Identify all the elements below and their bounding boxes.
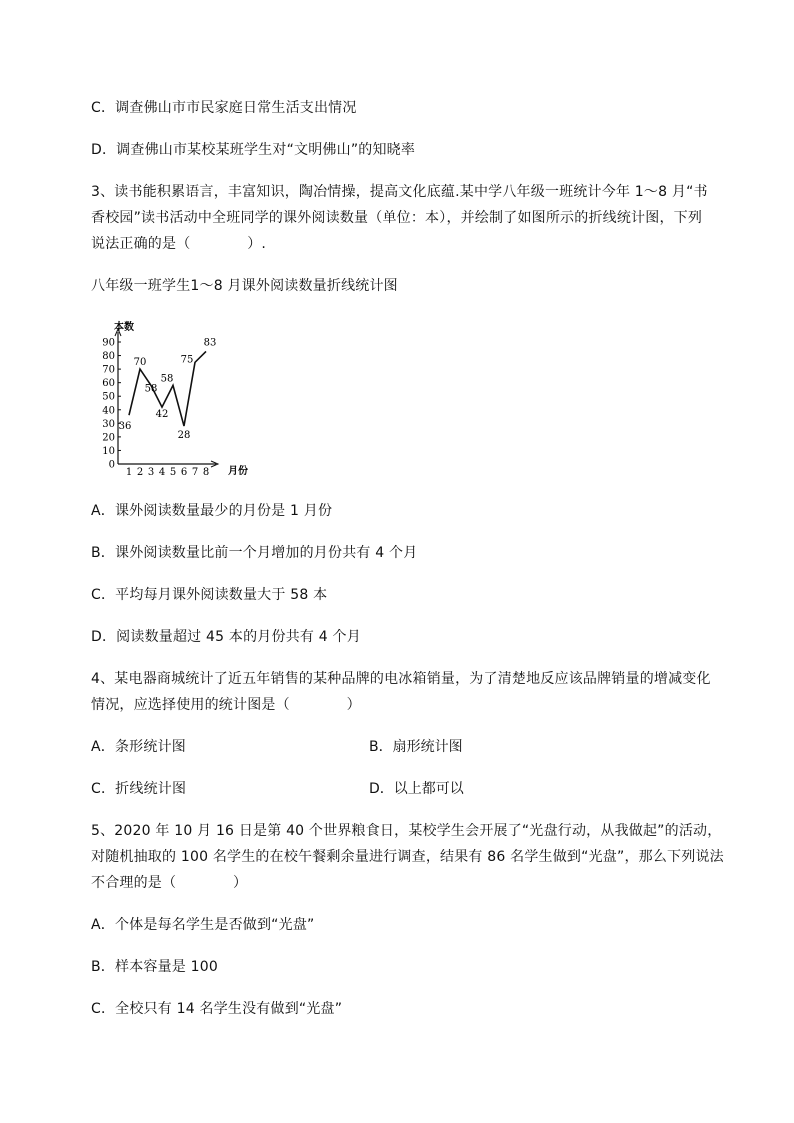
chart-data-labels: [119, 337, 217, 441]
q3-option-b: B．课外阅读数量比前一个月增加的月份共有 4 个月: [91, 545, 418, 561]
chart-data-label: 42: [155, 409, 169, 421]
line-chart: [98, 318, 258, 480]
q2-option-c: C．调查佛山市市民家庭日常生活支出情况: [91, 100, 357, 116]
chart-data-label: 58: [160, 373, 174, 385]
q4-option-b: B．扇形统计图: [369, 739, 463, 755]
q4-option-d: D．以上都可以: [369, 781, 464, 797]
q4-stem-line1: 4、某电器商城统计了近五年销售的某种品牌的电冰箱销量，为了清楚地反应该品牌销量的增减变化: [91, 671, 711, 687]
q5-option-b: B．样本容量是 100: [91, 959, 218, 975]
chart-caption: 八年级一班学生1～8 月课外阅读数量折线统计图: [91, 278, 398, 294]
chart-y-tick-label: 20: [102, 432, 115, 444]
q3-option-a: A．课外阅读数量最少的月份是 1 月份: [91, 503, 333, 519]
q4-option-c: C．折线统计图: [91, 781, 187, 797]
chart-data-label: 83: [203, 337, 217, 349]
q5-option-a: A．个体是每名学生是否做到“光盘”: [91, 917, 315, 933]
chart-y-axis-label: 本数: [114, 322, 134, 333]
chart-y-tick-label: 90: [102, 337, 115, 349]
chart-y-tick-label: 0: [108, 459, 115, 471]
chart-x-tick-label: 5: [169, 467, 177, 478]
chart-y-tick-label: 10: [102, 445, 115, 457]
chart-x-tick-label: 4: [158, 467, 166, 478]
chart-data-label: 70: [133, 357, 147, 369]
q3-option-d: D．阅读数量超过 45 本的月份共有 4 个月: [91, 629, 361, 645]
q4-stem-line2: 情况，应选择使用的统计图是（ ）: [91, 697, 361, 713]
chart-x-tick-label: 8: [202, 467, 210, 478]
q3-stem-line2: 香校园”读书活动中全班同学的课外阅读数量（单位：本），并绘制了如图所示的折线统计图，下列: [91, 210, 703, 226]
chart-y-tick-label: 70: [102, 364, 115, 376]
q5-stem-line3: 不合理的是（ ）: [91, 875, 248, 891]
q5-stem-line1: 5、2020 年 10 月 16 日是第 40 个世界粮食日，某校学生会开展了“光盘行动，从我做起”的活动，: [91, 823, 722, 839]
q4-option-a: A．条形统计图: [91, 739, 186, 755]
q2-option-d: D．调查佛山市某校某班学生对“文明佛山”的知晓率: [91, 142, 416, 158]
q5-stem-line2: 对随机抽取的 100 名学生的在校午餐剩余量进行调查，结果有 86 名学生做到“光盘”，那么下列说法: [91, 849, 724, 865]
q5-option-c: C．全校只有 14 名学生没有做到“光盘”: [91, 1001, 343, 1017]
chart-y-tick-label: 50: [102, 391, 115, 403]
chart-x-tick-label: 2: [136, 467, 144, 478]
chart-data-label: 58: [144, 383, 158, 395]
chart-y-tick-label: 40: [102, 405, 115, 417]
chart-data-label: 75: [180, 354, 194, 366]
chart-x-axis-label: 月份: [228, 466, 248, 477]
chart-x-tick-label: 1: [125, 467, 133, 478]
chart-x-tick-label: 7: [191, 467, 199, 478]
chart-data-label: 36: [118, 421, 132, 433]
q3-option-c: C．平均每月课外阅读数量大于 58 本: [91, 587, 328, 603]
chart-y-tick-label: 60: [102, 378, 115, 390]
chart-data-label: 28: [177, 430, 191, 442]
q3-stem-line1: 3、读书能积累语言，丰富知识，陶冶情操，提高文化底蕴.某中学八年级一班统计今年 1～8 月“书: [91, 184, 708, 200]
chart-y-tick-label: 30: [102, 418, 115, 430]
chart-y-tick-label: 80: [102, 351, 115, 363]
q3-stem-line3: 说法正确的是（ ）.: [91, 236, 267, 252]
chart-x-tick-label: 6: [180, 467, 188, 478]
chart-x-ticks: [126, 467, 209, 478]
chart-x-tick-label: 3: [147, 467, 155, 478]
